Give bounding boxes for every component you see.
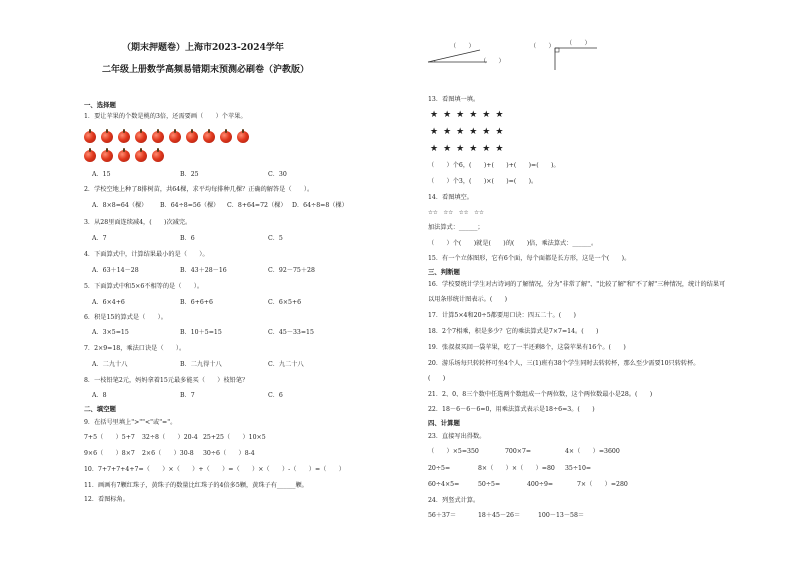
- q5-option-b: B．6+6+6: [180, 299, 213, 306]
- q23-item: 4×（ ）=3600: [565, 448, 620, 455]
- q24-item: 56＋37＝: [428, 512, 457, 519]
- section-judge: 三、判断题: [428, 268, 460, 276]
- q16-text: 16．学校要统计学生对古诗词的了解情况，分为"非常了解"、"比较了解"和"不了解"三种情况，统计的结果可: [428, 281, 726, 288]
- q4-option-b: B．43＋28－16: [180, 267, 227, 274]
- q23-item: 700×7=: [505, 448, 532, 455]
- q7-text: 7．2×9=18，乘法口诀是（ ）。: [84, 345, 186, 352]
- q14-stars-icon: ☆☆ ☆☆ ☆☆ ☆☆: [428, 210, 484, 216]
- q2-option-c: C．8+64=72（棵）: [227, 202, 287, 209]
- angle-blank-2: （ ）: [480, 58, 505, 65]
- q4-option-c: C．92－75＋28: [268, 267, 315, 274]
- peach-icon: [169, 131, 181, 143]
- q14-line-1: 加法算式：______；: [428, 224, 484, 231]
- q23-item: 7×（ ）=280: [577, 481, 628, 488]
- q20-text-cont: ( ): [428, 375, 446, 382]
- section-calc: 四、计算题: [428, 419, 460, 427]
- q4-text: 4．下面算式中，计算结果最小的是（ ）。: [84, 251, 209, 258]
- q8-option-c: C．6: [268, 392, 283, 399]
- q1-option-c: C．30: [268, 171, 287, 178]
- q8-text: 8．一枝铅笔2元，妈妈拿着15元最多能买（ ）枝铅笔？: [84, 377, 249, 384]
- q14-text: 14．看图填空。: [428, 194, 473, 201]
- q23-item: 50÷5=: [478, 481, 501, 488]
- peach-icon: [203, 131, 215, 143]
- q7-option-b: B．二九得十八: [180, 361, 222, 368]
- peach-icon: [186, 131, 198, 143]
- peach-icon: [237, 131, 249, 143]
- q24-item: 18＋45－26＝: [478, 512, 521, 519]
- q13-line-1: （ ）个6，( )+( )+( )=( )。: [428, 162, 560, 169]
- q7-option-c: C．九二十八: [268, 361, 304, 368]
- q19-text: 19．张叔叔买回一袋苹果，吃了一半还剩8个，这袋苹果有16个。( ): [428, 344, 626, 351]
- q1-text: 1．要让苹果的个数是桃的3倍，还需要画（ ）个苹果。: [84, 113, 247, 120]
- q15-text: 15．有一个立体图形，它有6个面，每个面都是长方形，这是一个( )。: [428, 255, 631, 262]
- q11-text: 11．画画有7颗红珠子，黄珠子的数量比红珠子的4倍多5颗，黄珠子有______颗。: [84, 482, 308, 489]
- angle-blank-3: （ ）: [530, 43, 555, 50]
- angle-blank-1: （ ）: [450, 43, 475, 50]
- peach-icon: [84, 131, 96, 143]
- peach-icon: [118, 131, 130, 143]
- q23-item: 60÷4×5=: [428, 481, 460, 488]
- q24-item: 100－13－58＝: [538, 512, 585, 519]
- angle-blank-4: （ ）: [566, 40, 591, 47]
- peach-icon: [135, 131, 147, 143]
- section-choice: 一、选择题: [84, 101, 116, 109]
- apple-row: [84, 150, 164, 162]
- q10-text: 10．7+7+7+4+7=（ ）×（ ）+（ ）=（ ）×（ ）-（ ）=（ ）: [84, 466, 345, 473]
- q22-text: 22．18－6－6－6=0，用乘法算式表示是18÷6=3。( ): [428, 406, 595, 413]
- q9-item: 32÷8（ ）20-4: [142, 434, 198, 441]
- q6-option-b: B．10＋5=15: [180, 329, 222, 336]
- q1-option-a: A．15: [92, 171, 111, 178]
- q3-option-b: B．6: [180, 235, 195, 242]
- q7-option-a: A．二九十八: [92, 361, 128, 368]
- q23-item: 35÷10=: [565, 465, 592, 472]
- q9-item: 9×6（ ）8×7: [84, 450, 135, 457]
- title-line-1: （期末押题卷）上海市2023-2024学年: [122, 43, 284, 53]
- star-row-icon: ★★★★★★: [430, 127, 509, 137]
- q2-option-b: B．64÷8=56（棵）: [160, 202, 220, 209]
- q3-option-a: A．7: [92, 235, 107, 242]
- q9-item: 25+25（ ）10×5: [203, 434, 266, 441]
- q9-item: 2×6（ ）30-8: [142, 450, 194, 457]
- peach-icon: [220, 131, 232, 143]
- q23-item: （ ）×5=350: [428, 448, 479, 455]
- q5-option-c: C．6×5+6: [268, 299, 302, 306]
- q17-text: 17．计算5×4和20÷5都要用口诀：四五二十。( ): [428, 312, 576, 319]
- q23-text: 23．直接写出得数。: [428, 433, 486, 440]
- q8-option-a: A．8: [92, 392, 107, 399]
- q16-text-cont: 以用条形统计图表示。( ): [428, 296, 508, 303]
- q4-option-a: A．63＋14－28: [92, 267, 139, 274]
- q3-text: 3．从28里面连续减4，( )次减完。: [84, 219, 192, 226]
- apple-icon: [135, 150, 147, 162]
- q18-text: 18．2个7相乘，积是多少？它的乘法算式是7×7=14。( ): [428, 328, 599, 335]
- q8-option-b: B．7: [180, 392, 195, 399]
- q6-option-c: C．45－33=15: [268, 329, 314, 336]
- q9-item: 30÷6（ ）8-4: [203, 450, 255, 457]
- q24-text: 24．列竖式计算。: [428, 497, 480, 504]
- peach-icon: [101, 131, 113, 143]
- q6-option-a: A．3×5=15: [92, 329, 129, 336]
- apple-icon: [84, 150, 96, 162]
- title-line-2: 二年级上册数学高频易错期末预测必刷卷（沪教版）: [102, 65, 310, 75]
- apple-icon: [118, 150, 130, 162]
- peach-row: [84, 131, 249, 143]
- q2-option-a: A．8×8=64（棵）: [92, 202, 148, 209]
- star-row-icon: ★★★★★★: [430, 110, 509, 120]
- star-row-icon: ★★★★★★: [430, 144, 509, 154]
- apple-icon: [152, 150, 164, 162]
- q20-text: 20．游乐场每只转转杯可坐4个人，三(1)班有38个学生同时去转转杯，那么至少需要10只转转杯。: [428, 360, 700, 367]
- q5-option-a: A．6×4+6: [92, 299, 125, 306]
- q6-text: 6．积是15的算式是（ ）。: [84, 314, 167, 321]
- q1-option-b: B．25: [180, 171, 199, 178]
- q9-item: 7+5（ ）5+7: [84, 434, 135, 441]
- q21-text: 21．2、0、8三个数中任选两个数组成一个两位数，这个两位数最小是28。( ): [428, 391, 653, 398]
- q12-text: 12．看图标角。: [84, 496, 129, 503]
- q3-option-c: C．5: [268, 235, 283, 242]
- q14-line-2: （ ）个( )就是( )的( )倍，乘法算式：______。: [428, 240, 598, 247]
- q2-text: 2．学校空地上种了8排树苗，共64棵，求平均每排种几棵？正确的解答是（ ）。: [84, 186, 314, 193]
- q23-item: 8×（ ）×（ ）=80: [478, 465, 555, 472]
- section-fill: 二、填空题: [84, 405, 116, 413]
- q23-item: 400÷9=: [527, 481, 554, 488]
- peach-icon: [152, 131, 164, 143]
- q9-text: 9．在括号里填上">""<"或"="。: [84, 419, 177, 426]
- q2-option-d: D．64÷8=8（棵）: [292, 202, 348, 209]
- q13-text: 13．看图填一填。: [428, 96, 480, 103]
- q13-line-2: （ ）个3，( )×( )=( )。: [428, 178, 538, 185]
- q23-item: 20÷5=: [428, 465, 451, 472]
- apple-icon: [101, 150, 113, 162]
- q5-text: 5．下面算式中和5×6不相等的是（ ）。: [84, 283, 204, 290]
